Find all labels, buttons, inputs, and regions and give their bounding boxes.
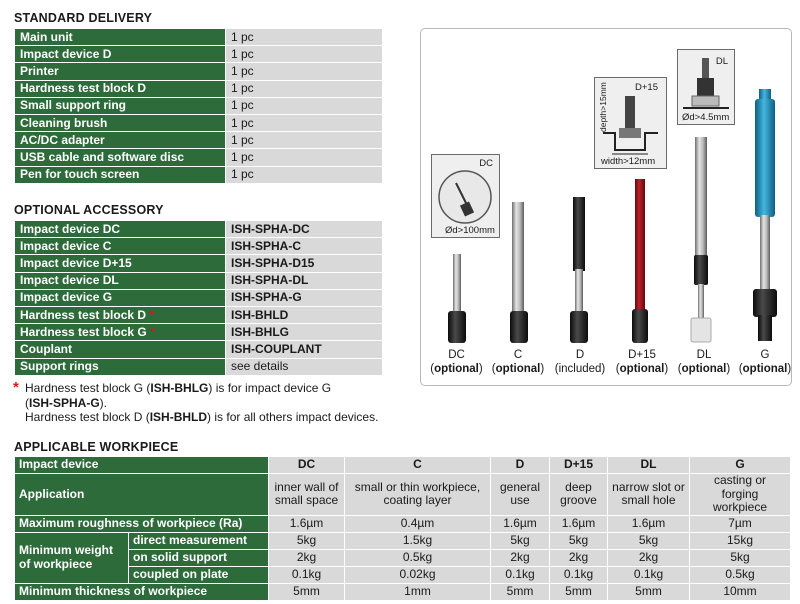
row-value: 1 pc — [226, 63, 383, 80]
row-label: Impact device DL — [15, 272, 226, 289]
inset-title: DL — [715, 56, 728, 67]
row-label: Maximum roughness of workpiece (Ra) — [15, 515, 269, 532]
device-label-dl: DL (optional) — [675, 348, 733, 376]
row-value: ISH-COUPLANT — [226, 341, 383, 358]
device-name: D+15 — [628, 349, 656, 361]
cell: inner wall of small space — [269, 474, 345, 516]
table-row — [15, 132, 383, 149]
cell: 5mm — [491, 583, 550, 600]
cell: 5mm — [269, 583, 345, 600]
device-note: optional — [619, 363, 665, 375]
table-row — [15, 114, 383, 131]
footnote-line-1 — [13, 381, 378, 396]
device-label-dc: DC (optional) — [430, 349, 483, 375]
table-row — [15, 358, 383, 375]
device-name: G — [760, 349, 770, 361]
row-label: Minimum weight of workpiece — [15, 532, 129, 583]
col-header: C — [345, 457, 491, 474]
row-label: Impact device D — [15, 46, 226, 63]
cell: 0.5kg — [345, 549, 491, 566]
dl-inset-diagram — [677, 49, 735, 125]
row-value: ISH-BHLG — [226, 324, 383, 341]
device-name: DL — [696, 349, 712, 361]
row-label-with-star — [15, 306, 226, 323]
row-label: Application — [15, 474, 269, 516]
inset-dimension: Ød>4.5mm — [682, 112, 730, 123]
table-row — [15, 341, 383, 358]
row-label: Impact device C — [15, 238, 226, 255]
table-row — [15, 166, 383, 183]
note-text: Hardness test block G ( — [25, 381, 151, 395]
dc-inset-diagram — [431, 154, 500, 238]
impact-device-d-photo — [570, 197, 588, 343]
table-row — [15, 306, 383, 323]
row-label: Small support ring — [15, 97, 226, 114]
row-value: 1 pc — [226, 149, 383, 166]
cell: 5kg — [690, 549, 791, 566]
table-row — [15, 221, 383, 238]
cell: 5kg — [550, 532, 608, 549]
cell: 5kg — [608, 532, 690, 549]
table-row — [15, 149, 383, 166]
row-label: AC/DC adapter — [15, 132, 226, 149]
impact-device-c-photo — [510, 202, 528, 343]
cell: narrow slot or small hole — [608, 474, 690, 516]
optional-accessory-title: OPTIONAL ACCESSORY — [14, 203, 164, 217]
cell: 7µm — [690, 515, 791, 532]
cell: general use — [491, 474, 550, 516]
row-label: Minimum thickness of workpiece — [15, 583, 269, 600]
cell: 1mm — [345, 583, 491, 600]
table-row — [15, 97, 383, 114]
asterisk-mark: * — [150, 324, 155, 339]
sub-row-label: coupled on plate — [129, 566, 269, 583]
cell: 5mm — [550, 583, 608, 600]
footnote-line-2 — [13, 396, 378, 411]
cell: 0.5kg — [690, 566, 791, 583]
row-value: ISH-SPHA-C — [226, 238, 383, 255]
note-text: ( — [25, 395, 29, 410]
device-name: C — [513, 349, 523, 361]
table-row — [15, 238, 383, 255]
cell: 0.02kg — [345, 566, 491, 583]
row-value: 1 pc — [226, 29, 383, 46]
cell: 1.6µm — [269, 515, 345, 532]
inset-dimension: Ød>100mm — [445, 225, 495, 236]
row-label: Support rings — [15, 358, 226, 375]
table-row — [15, 63, 383, 80]
optional-accessory-table — [14, 220, 383, 376]
cell: 10mm — [690, 583, 791, 600]
row-value: ISH-SPHA-G — [226, 289, 383, 306]
cell: 0.1kg — [269, 566, 345, 583]
device-name: DC — [448, 349, 465, 361]
row-label: USB cable and software disc — [15, 149, 226, 166]
col-header: G — [690, 457, 791, 474]
table-row — [15, 583, 791, 600]
d15-inset-diagram — [594, 77, 667, 169]
applicable-workpiece-title: APPLICABLE WORKPIECE — [14, 440, 179, 454]
note-text: ) is for impact device G — [208, 381, 332, 395]
table-row — [15, 566, 791, 583]
cell: 0.4µm — [345, 515, 491, 532]
cell: 0.1kg — [491, 566, 550, 583]
impact-device-d15-photo — [632, 179, 648, 343]
inset-depth: depth>15mm — [598, 82, 608, 132]
col-header: D — [491, 457, 550, 474]
row-label: Hardness test block D — [20, 307, 147, 322]
row-label: Impact device G — [15, 289, 226, 306]
table-row — [15, 289, 383, 306]
footnote — [13, 381, 378, 425]
device-label-g: G (optional) — [736, 348, 794, 376]
impact-device-dc-photo — [448, 254, 466, 343]
table-row — [15, 515, 791, 532]
standard-delivery-table — [14, 28, 383, 184]
note-code: ISH-BHLG — [150, 381, 209, 395]
row-label-with-star — [15, 324, 226, 341]
row-label: Pen for touch screen — [15, 166, 226, 183]
cell: 1.6µm — [550, 515, 608, 532]
row-value: ISH-BHLD — [226, 306, 383, 323]
device-note: optional — [742, 363, 788, 375]
table-row — [15, 474, 791, 516]
cell: 0.1kg — [608, 566, 690, 583]
cell: 2kg — [491, 549, 550, 566]
device-name: D — [575, 349, 585, 361]
cell: 5mm — [608, 583, 690, 600]
asterisk-mark: * — [13, 379, 19, 396]
row-value: see details — [226, 358, 383, 375]
inset-title: D+15 — [635, 82, 658, 93]
row-label: Printer — [15, 63, 226, 80]
device-note: optional — [681, 363, 727, 375]
row-value: 1 pc — [226, 46, 383, 63]
device-note: optional — [434, 363, 479, 375]
row-value: 1 pc — [226, 114, 383, 131]
table-row — [15, 272, 383, 289]
row-value: ISH-SPHA-DL — [226, 272, 383, 289]
sub-row-label: direct measurement — [129, 532, 269, 549]
row-label: Impact device D+15 — [15, 255, 226, 272]
note-code: ISH-BHLD — [149, 410, 208, 424]
row-label: Cleaning brush — [15, 114, 226, 131]
impact-device-g-photo — [753, 89, 777, 341]
col-header: DC — [269, 457, 345, 474]
cell: 1.6µm — [491, 515, 550, 532]
asterisk-mark: * — [149, 307, 155, 322]
cell: 5kg — [269, 532, 345, 549]
row-label: Hardness test block G — [20, 324, 147, 339]
cell: 2kg — [608, 549, 690, 566]
device-label-d15: D+15 (optional) — [613, 348, 671, 376]
row-value: 1 pc — [226, 80, 383, 97]
row-value: 1 pc — [226, 166, 383, 183]
cell: 1.5kg — [345, 532, 491, 549]
inset-title: DC — [479, 158, 493, 169]
col-header: D+15 — [550, 457, 608, 474]
row-label: Couplant — [15, 341, 226, 358]
row-label: Impact device DC — [15, 221, 226, 238]
device-label-d: D (included) — [551, 348, 609, 376]
note-text: ). — [99, 395, 108, 410]
row-value: 1 pc — [226, 132, 383, 149]
cell: casting or forging workpiece — [690, 474, 791, 516]
device-note: included — [558, 363, 602, 375]
cell: small or thin workpiece, coating layer — [345, 474, 491, 516]
row-label: Hardness test block D — [15, 80, 226, 97]
row-label: Main unit — [15, 29, 226, 46]
cell: 0.1kg — [550, 566, 608, 583]
cell: 5kg — [491, 532, 550, 549]
sub-row-label: on solid support — [129, 549, 269, 566]
header-label: Impact device — [15, 457, 269, 474]
row-value: ISH-SPHA-DC — [226, 221, 383, 238]
table-row — [15, 549, 791, 566]
col-header: DL — [608, 457, 690, 474]
table-row — [15, 457, 791, 474]
note-text: ) is for all others impact devices. — [207, 410, 379, 424]
cell: deep groove — [550, 474, 608, 516]
note-text: Hardness test block D ( — [25, 410, 150, 424]
table-row — [15, 324, 383, 341]
cell: 15kg — [690, 532, 791, 549]
table-row — [15, 46, 383, 63]
cell: 1.6µm — [608, 515, 690, 532]
row-value: 1 pc — [226, 97, 383, 114]
cell: 2kg — [550, 549, 608, 566]
row-value: ISH-SPHA-D15 — [226, 255, 383, 272]
table-row — [15, 29, 383, 46]
note-code: ISH-SPHA-G — [29, 395, 100, 410]
table-row — [15, 532, 791, 549]
table-row — [15, 255, 383, 272]
impact-device-dl-photo — [691, 137, 711, 342]
device-label-c: C (optional) — [491, 349, 545, 375]
device-note: optional — [495, 363, 541, 375]
inset-width: width>12mm — [601, 156, 656, 167]
footnote-line-3 — [13, 410, 378, 425]
cell: 2kg — [269, 549, 345, 566]
standard-delivery-title: STANDARD DELIVERY — [14, 11, 153, 25]
applicable-workpiece-table — [14, 456, 791, 601]
table-row — [15, 80, 383, 97]
